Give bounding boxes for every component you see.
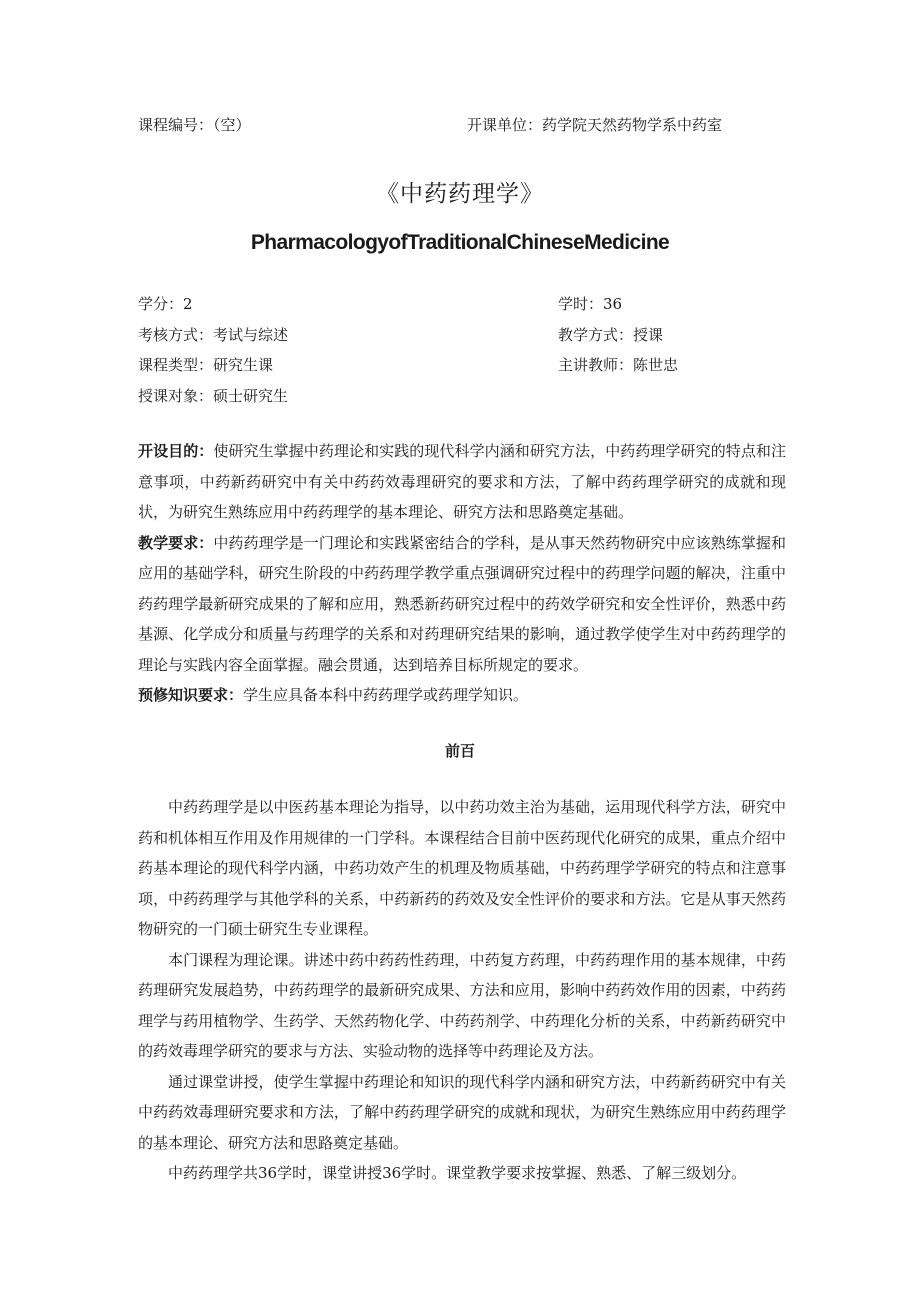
instructor-value: 陈世忠 xyxy=(633,356,679,374)
purpose-text: 使研究生掌握中药理论和实践的现代科学内涵和研究方法，中药药理学研究的特点和注意事项，中药新药研究中有关中药药效毒理研究的要求和方法，了解中药药理学研究的成就和现状，为研究生熟练应用中药药理学的基本理论、研究方法和思路奠定基础。 xyxy=(138,442,786,521)
course-description xyxy=(138,436,786,711)
requirements-paragraph xyxy=(138,528,786,681)
instructor-field xyxy=(558,354,678,375)
assessment-label: 考核方式： xyxy=(138,326,214,344)
teaching-method-field xyxy=(558,324,663,345)
course-type-value: 研究生课 xyxy=(213,356,274,374)
preface-paragraph: 通过课堂讲授，使学生掌握中药理论和知识的现代科学内涵和研究方法，中药新药研究中有关中药药效毒理研究要求和方法，了解中药药理学研究的成就和现状，为研究生熟练应用中药药理学的基本理论、研究方法和思路奠定基础。 xyxy=(138,1072,786,1152)
prerequisite-text: 学生应具备本科中药药理学或药理学知识。 xyxy=(243,686,529,704)
course-title-chinese: 《中药药理学》 xyxy=(376,181,544,207)
preface-heading: 前百 xyxy=(444,742,475,760)
assessment-value: 考试与综述 xyxy=(213,326,289,344)
credit-label: 学分： xyxy=(138,295,184,313)
preface-paragraph: 中药药理学是以中医药基本理论为指导，以中药功效主治为基础，运用现代科学方法，研究中药和机体相互作用及作用规律的一门学科。本课程结合目前中医药现代化研究的成果，重点介绍中药基本理论的现代科学内涵，中药功效产生的机理及物质基础，中药药理学学研究的特点和注意事项，中药药理学与其他学科的关系，中药新药的药效及安全性评价的要求和方法。它是从事天然药物研究的一门硕士研究生专业课程。 xyxy=(138,798,786,938)
instructor-label: 主讲教师： xyxy=(558,356,634,374)
assessment-field xyxy=(138,324,288,345)
requirements-text: 中药药理学是一门理论和实践紧密结合的学科，是从事天然药物研究中应该熟练掌握和应用的基础学科，研究生阶段的中药药理学教学重点强调研究过程中的药理学问题的解决，注重中药药理学最新研究成果的了解和应用，熟悉新药研究过程中的药效学研究和安全性评价，熟悉中药基源、化学成分和质量与药理学的关系和对药理研究结果的影响，通过教学使学生对中药药理学的理论与实践内容全面掌握。融会贯通，达到培养目标所规定的要求。 xyxy=(138,533,786,674)
prerequisite-label: 预修知识要求： xyxy=(138,686,244,704)
offering-unit-label: 开课单位： xyxy=(467,116,543,134)
course-code-label: 课程编号： xyxy=(138,116,214,134)
teaching-method-label: 教学方式： xyxy=(558,326,634,344)
preface-paragraph: 本门课程为理论课。讲述中药中药药性药理，中药复方药理，中药药理作用的基本规律，中药药理研究发展趋势，中药药理学的最新研究成果、方法和应用，影响中药药效作用的因素，中药药理学与药用植物学、生药学、天然药物化学、中药药剂学、中药理化分析的关系，中药新药研究中的药效毒理学研究的要求与方法、实验动物的选择等中药理论及方法。 xyxy=(138,950,786,1060)
purpose-paragraph xyxy=(138,436,786,528)
offering-unit-value: 药学院天然药物学系中药室 xyxy=(542,116,723,134)
audience-label: 授课对象： xyxy=(138,387,214,405)
hours-field xyxy=(558,293,622,314)
credit-value: 2 xyxy=(183,295,193,313)
course-code-value: （空） xyxy=(213,116,251,134)
credit-field xyxy=(138,293,193,314)
audience-value: 硕士研究生 xyxy=(213,387,289,405)
course-type-label: 课程类型： xyxy=(138,356,214,374)
course-code xyxy=(138,114,251,135)
hours-label: 学时： xyxy=(558,295,604,313)
audience-field xyxy=(138,385,288,406)
preface-body xyxy=(138,792,786,1189)
purpose-label: 开设目的： xyxy=(138,442,214,460)
course-title-english: PharmacologyofTraditionalChineseMedicine xyxy=(250,231,670,254)
teaching-method-value: 授课 xyxy=(633,326,664,344)
preface-paragraph: 中药药理学共36学时，课堂讲授36学时。课堂教学要求按掌握、熟悉、了解三级划分。 xyxy=(168,1164,747,1182)
course-type-field xyxy=(138,354,273,375)
hours-value: 36 xyxy=(603,295,623,313)
prerequisite-paragraph xyxy=(138,680,786,711)
offering-unit xyxy=(467,114,722,135)
requirements-label: 教学要求： xyxy=(138,533,214,552)
